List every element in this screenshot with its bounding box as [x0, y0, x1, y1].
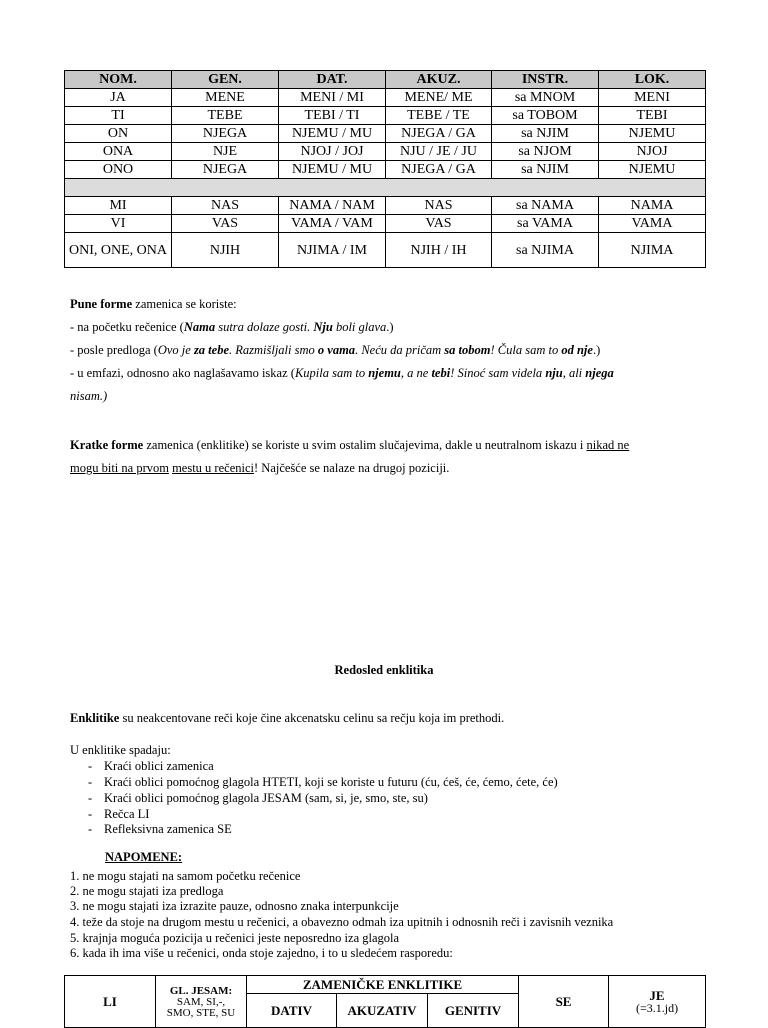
- short-forms-section: Kratke forme zamenica (enklitike) se koriste u svim ostalim slučajevima, dakle u neutralnom iskazu i nikad ne mogu biti na prvom mestu u rečenici! Najčešće se nalaze na drugoj poziciji.: [70, 438, 630, 475]
- table-header-row: [65, 71, 706, 89]
- full-forms-rule-1: - na početku rečenice (Nama sutra dolaze gosti. Nju boli glava.): [70, 320, 394, 334]
- header-cell: INSTR.: [492, 71, 599, 89]
- full-forms-section: [70, 293, 710, 408]
- separator-cell: [65, 179, 706, 197]
- note-item: 1. ne mogu stajati na samom početku rečenice: [70, 869, 301, 883]
- table-cell: sa NJOM: [492, 143, 599, 161]
- table-cell: JA: [65, 89, 172, 107]
- akuzativ-cell: AKUZATIV: [337, 994, 428, 1028]
- full-forms-intro: Pune forme zamenica se koriste:: [70, 297, 237, 311]
- table-row: [65, 89, 706, 107]
- table-cell: NJIH / IH: [386, 233, 492, 268]
- list-item: - Kraći oblici pomoćnog glagola HTETI, koji se koriste u futuru (ću, ćeš, će, ćemo, ćete, će): [88, 775, 558, 789]
- table-cell: NJOJ / JOJ: [279, 143, 386, 161]
- table-cell: NAS: [172, 197, 279, 215]
- table-row: [65, 233, 706, 268]
- table-row: [65, 143, 706, 161]
- table-cell: NJU / JE / JU: [386, 143, 492, 161]
- table-cell: MENI / MI: [279, 89, 386, 107]
- table-row: [65, 125, 706, 143]
- table-cell: NJOJ: [599, 143, 706, 161]
- table-cell: NJIMA: [599, 233, 706, 268]
- table-cell: NJEGA: [172, 125, 279, 143]
- enclitic-order-table: [64, 975, 706, 1028]
- note-item: 4. teže da stoje na drugom mestu u rečenici, a obavezno odmah iza upitnih i odnosnih reči i zavisnih veznika: [70, 915, 614, 929]
- je-cell: JE (=3.1.jd): [609, 976, 706, 1028]
- table-cell: sa VAMA: [492, 215, 599, 233]
- section-title: Redosled enklitika: [334, 663, 434, 677]
- table-cell: TI: [65, 107, 172, 125]
- table-cell: NJEGA / GA: [386, 125, 492, 143]
- table-cell: sa NAMA: [492, 197, 599, 215]
- enclitics-list-intro: U enklitike spadaju:: [70, 743, 171, 757]
- table-cell: NAS: [386, 197, 492, 215]
- header-cell: LOK.: [599, 71, 706, 89]
- table-cell: NJEMU / MU: [279, 161, 386, 179]
- table-cell: ONI, ONE, ONA: [65, 233, 172, 268]
- table-cell: NAMA / NAM: [279, 197, 386, 215]
- table-row: [65, 197, 706, 215]
- table-cell: NJEGA / GA: [386, 161, 492, 179]
- header-cell: NOM.: [65, 71, 172, 89]
- table-cell: sa NJIM: [492, 125, 599, 143]
- pronoun-declension-table: [64, 70, 706, 268]
- enclitics-definition: Enklitike su neakcentovane reči koje čine akcenatsku celinu sa rečju koja im prethodi.: [70, 711, 505, 725]
- table-cell: NJEMU: [599, 125, 706, 143]
- table-cell: VI: [65, 215, 172, 233]
- table-cell: MI: [65, 197, 172, 215]
- table-cell: MENE: [172, 89, 279, 107]
- table-cell: ONA: [65, 143, 172, 161]
- table-cell: sa NJIMA: [492, 233, 599, 268]
- table-cell: TEBI / TI: [279, 107, 386, 125]
- table-cell: ONO: [65, 161, 172, 179]
- table-row: [65, 215, 706, 233]
- pronoun-enclitics-header: ZAMENIČKE ENKLITIKE: [247, 976, 519, 994]
- table-cell: NJIH: [172, 233, 279, 268]
- table-cell: NJEMU: [599, 161, 706, 179]
- table-cell: sa TOBOM: [492, 107, 599, 125]
- table-cell: TEBI: [599, 107, 706, 125]
- table-cell: NJE: [172, 143, 279, 161]
- table-cell: MENI: [599, 89, 706, 107]
- table-cell: NJEMU / MU: [279, 125, 386, 143]
- header-cell: GEN.: [172, 71, 279, 89]
- table-cell: VAS: [172, 215, 279, 233]
- table-cell: VAS: [386, 215, 492, 233]
- notes-heading: NAPOMENE:: [105, 850, 183, 864]
- genitiv-cell: GENITIV: [428, 994, 519, 1028]
- note-item: 5. krajnja moguća pozicija u rečenici jeste neposredno iza glagola: [70, 931, 400, 945]
- jesam-cell: GL. JESAM: SAM, SI,-, SMO, STE, SU: [156, 976, 247, 1028]
- note-item: 6. kada ih ima više u rečenici, onda stoje zajedno, i to u sledećem rasporedu:: [70, 946, 453, 960]
- note-item: 3. ne mogu stajati iza izrazite pauze, odnosno znaka interpunkcije: [70, 899, 399, 913]
- table-row: [65, 107, 706, 125]
- list-item: - Kraći oblici zamenica: [88, 759, 214, 773]
- full-forms-rule-3: - u emfazi, odnosno ako naglašavamo iskaz (Kupila sam to njemu, a ne tebi! Sinoć sam videla nju, ali njega: [70, 366, 614, 380]
- list-item: - Rečca LI: [88, 807, 150, 821]
- header-cell: AKUZ.: [386, 71, 492, 89]
- header-cell: DAT.: [279, 71, 386, 89]
- table-cell: ON: [65, 125, 172, 143]
- table-cell: TEBE: [172, 107, 279, 125]
- table-row: [65, 161, 706, 179]
- table-cell: sa MNOM: [492, 89, 599, 107]
- table-cell: sa NJIM: [492, 161, 599, 179]
- list-item: - Kraći oblici pomoćnog glagola JESAM (sam, si, je, smo, ste, su): [88, 791, 428, 805]
- table-separator-row: [65, 179, 706, 197]
- table-cell: NAMA: [599, 197, 706, 215]
- table-cell: VAMA / VAM: [279, 215, 386, 233]
- table-cell: TEBE / TE: [386, 107, 492, 125]
- li-cell: LI: [65, 976, 156, 1028]
- list-item: - Refleksivna zamenica SE: [88, 822, 232, 836]
- full-forms-rule-3-cont: nisam.): [70, 389, 108, 403]
- table-cell: NJIMA / IM: [279, 233, 386, 268]
- table-cell: VAMA: [599, 215, 706, 233]
- table-cell: MENE/ ME: [386, 89, 492, 107]
- note-item: 2. ne mogu stajati iza predloga: [70, 884, 224, 898]
- dativ-cell: DATIV: [247, 994, 337, 1028]
- se-cell: SE: [519, 976, 609, 1028]
- full-forms-rule-2: - posle predloga (Ovo je za tebe. Razmišljali smo o vama. Neću da pričam sa tobom! Čula sam to od nje.): [70, 343, 601, 357]
- table-cell: NJEGA: [172, 161, 279, 179]
